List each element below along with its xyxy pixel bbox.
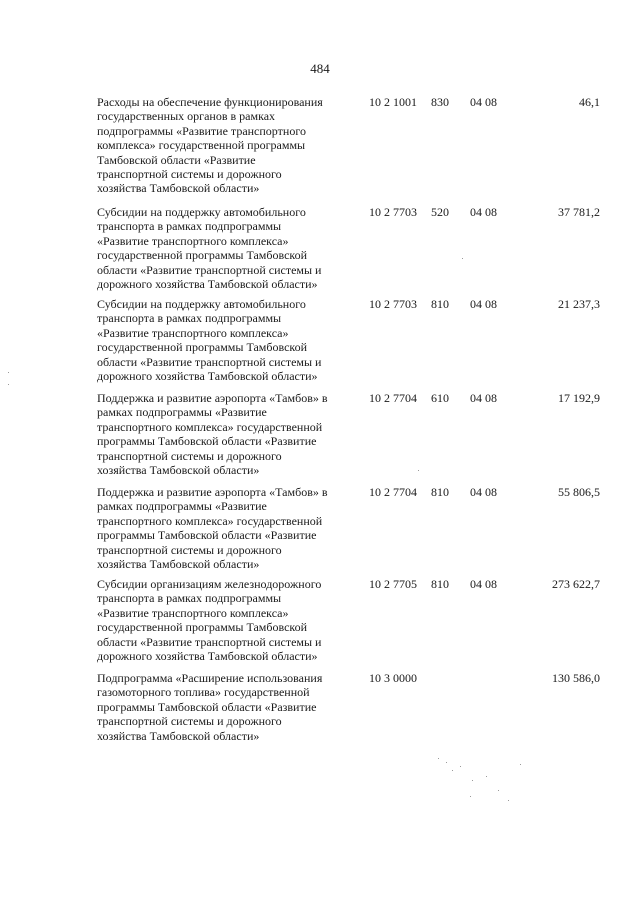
- row-description: Подпрограмма «Расширение использования газомоторного топлива» государственной программы Тамбовской области «Развитие транспортной системы и дорожного хозяйства Тамбовской области»: [97, 671, 323, 743]
- scan-speck: [8, 372, 9, 373]
- row-expense-type: 520: [431, 205, 449, 219]
- row-description: Субсидии организациям железнодорожного транспорта в рамках подпрограммы «Развитие транспортного комплекса» государственной программы Тамбовской области «Развитие транспортной системы и дорожного хозяйства Тамбовской области»: [97, 577, 322, 664]
- row-amount: 130 586,0: [552, 671, 600, 685]
- row-amount: 37 781,2: [558, 205, 600, 219]
- row-section-code: 04 08: [470, 205, 497, 219]
- row-target-code: 10 2 7704: [369, 485, 417, 499]
- scan-speck: [460, 766, 461, 767]
- row-amount: 273 622,7: [552, 577, 600, 591]
- row-target-code: 10 2 7705: [369, 577, 417, 591]
- row-description: Субсидии на поддержку автомобильного транспорта в рамках подпрограммы «Развитие транспортного комплекса» государственной программы Тамбовской области «Развитие транспортной системы и дорожного хозяйства Тамбовской области»: [97, 297, 322, 384]
- page-number: 484: [310, 61, 330, 76]
- row-amount: 21 237,3: [558, 297, 600, 311]
- row-section-code: 04 08: [470, 95, 497, 109]
- row-expense-type: 810: [431, 297, 449, 311]
- scan-speck: [8, 384, 9, 385]
- row-section-code: 04 08: [470, 391, 497, 405]
- row-description: Субсидии на поддержку автомобильного транспорта в рамках подпрограммы «Развитие транспортного комплекса» государственной программы Тамбовской области «Развитие транспортной системы и дорожного хозяйства Тамбовской области»: [97, 205, 322, 292]
- row-section-code: 04 08: [470, 485, 497, 499]
- row-description: Поддержка и развитие аэропорта «Тамбов» в рамках подпрограммы «Развитие транспортного комплекса» государственной программы Тамбовской области «Развитие транспортной системы и дорожного хозяйства Тамбовской области»: [97, 391, 328, 478]
- scan-speck: [486, 776, 487, 777]
- row-expense-type: 810: [431, 577, 449, 591]
- scan-speck: [520, 764, 521, 765]
- row-amount: 17 192,9: [558, 391, 600, 405]
- scan-speck: [438, 758, 439, 759]
- row-amount: 46,1: [579, 95, 600, 109]
- row-expense-type: 610: [431, 391, 449, 405]
- row-target-code: 10 2 1001: [369, 95, 417, 109]
- row-section-code: 04 08: [470, 577, 497, 591]
- scan-speck: [446, 762, 447, 763]
- row-expense-type: 830: [431, 95, 449, 109]
- row-section-code: 04 08: [470, 297, 497, 311]
- row-target-code: 10 2 7704: [369, 391, 417, 405]
- scan-speck: [508, 800, 509, 801]
- row-target-code: 10 3 0000: [369, 671, 417, 685]
- scan-speck: [452, 770, 453, 771]
- row-target-code: 10 2 7703: [369, 205, 417, 219]
- scan-speck: [462, 258, 463, 259]
- row-amount: 55 806,5: [558, 485, 600, 499]
- scan-speck: [470, 796, 471, 797]
- scan-speck: [498, 790, 499, 791]
- row-description: Поддержка и развитие аэропорта «Тамбов» в рамках подпрограммы «Развитие транспортного комплекса» государственной программы Тамбовской области «Развитие транспортной системы и дорожного хозяйства Тамбовской области»: [97, 485, 328, 572]
- scan-speck: [472, 780, 473, 781]
- row-expense-type: 810: [431, 485, 449, 499]
- row-description: Расходы на обеспечение функционирования государственных органов в рамках подпрограммы «Развитие транспортного комплекса» государственной программы Тамбовской области «Развитие транспортной системы и дорожного хозяйства Тамбовской области»: [97, 95, 323, 196]
- scan-speck: [418, 470, 419, 471]
- row-target-code: 10 2 7703: [369, 297, 417, 311]
